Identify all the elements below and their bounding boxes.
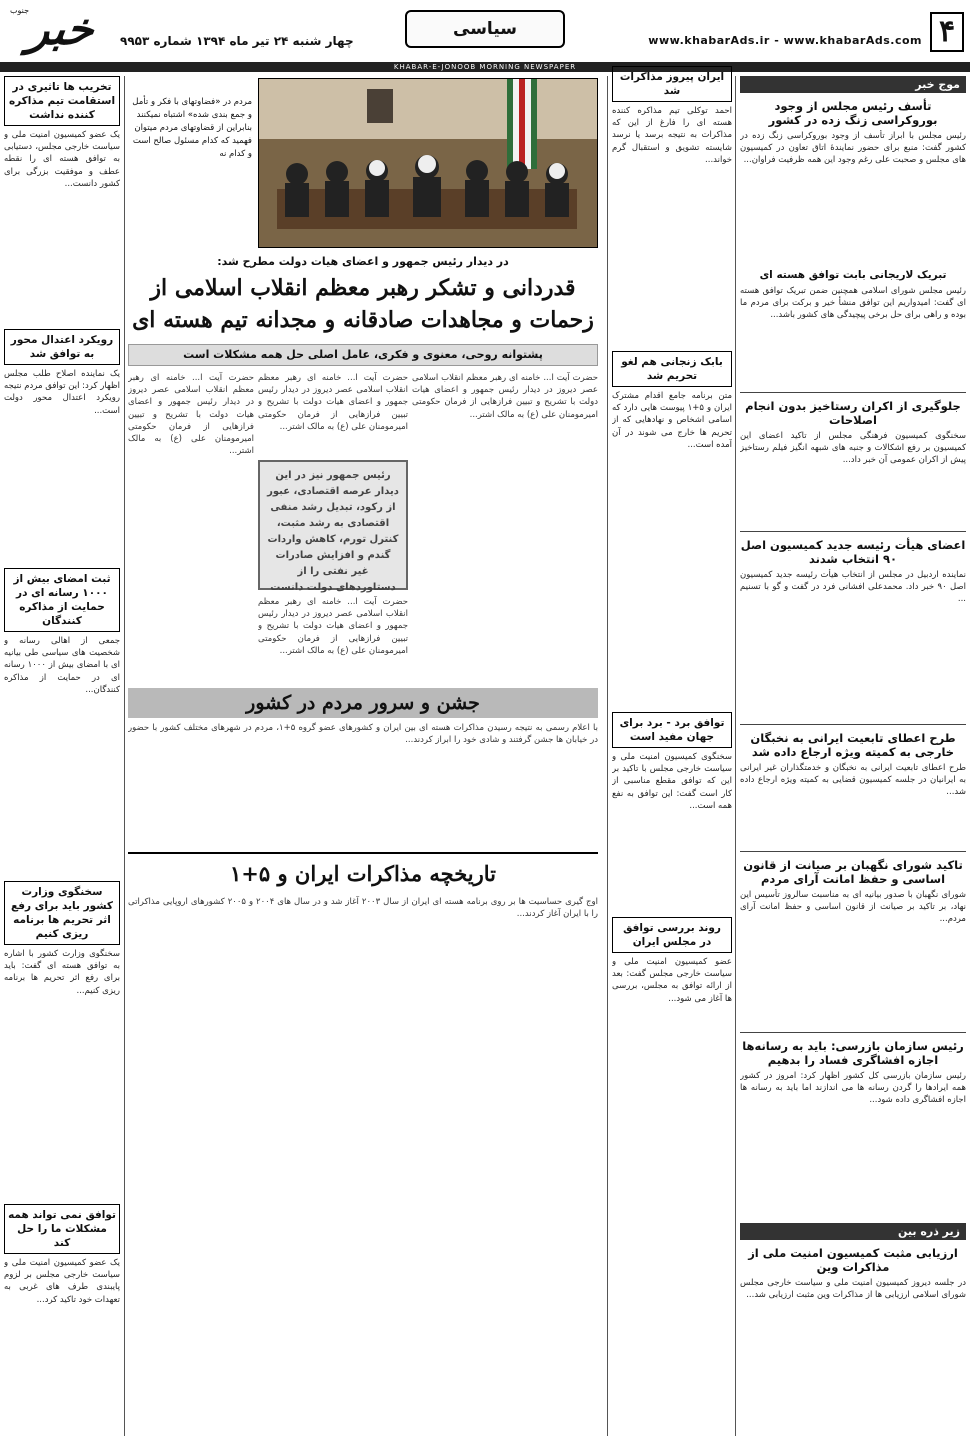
history-text: اوج گیری حساسیت ها بر روی برنامه هسته ای ایران از سال ۲۰۰۳ آغاز شد و در سال های ۲۰۰۴ و ۲۰۰۵ کشورهای اروپایی مذاکراتی را با ایران آغاز کردند...: [128, 897, 598, 920]
divider: [740, 851, 966, 852]
story-title: جلوگیری از اکران رستاخیز بدون انجام اصلاحات: [745, 399, 961, 427]
lead-body-text: حضرت آیت ا... خامنه ای رهبر معظم انقلاب اسلامی عصر دیروز در دیدار رئیس جمهور و اعضای هیات دولت با تشریح و تبیین فرازهایی از فرمان حکومتی امیرمومنان علی (ع) به مالک اشتر...: [258, 373, 408, 432]
divider: [740, 531, 966, 532]
column-divider: [124, 76, 125, 1436]
celebration-text: با اعلام رسمی به نتیجه رسیدن مذاکرات هسته ای بین ایران و کشورهای عضو گروه ۵+۱، مردم در شهرهای مختلف کشور با حضور در خیابان ها جشن گرفتند و شادی خود را ابراز کردند...: [128, 723, 598, 746]
story-title: تخریب ها تاثیری در استقامت تیم مذاکره کننده نداشت: [4, 76, 120, 126]
lead-photo: [258, 78, 598, 248]
story-title: سخنگوی وزارت کشور باید برای رفع اثر تحریم ها برنامه ریزی کنیم: [4, 881, 120, 945]
story-title: طرح اعطای تابعیت ایرانی به نخبگان خارجی به کمیته ویژه ارجاع داده شد: [750, 731, 956, 759]
story-body: متن برنامه جامع اقدام مشترک ایران و ۵+۱ پیوست هایی دارد که اسامی اشخاص و نهادهایی که از تحریم ها خارج می شوند در آن آمده است...: [612, 391, 732, 450]
story-title: تبریک لاریجانی بابت توافق هسته ای: [759, 269, 947, 281]
lead-body-text: حضرت آیت ا... خامنه ای رهبر معظم انقلاب اسلامی عصر دیروز در دیدار رئیس جمهور و اعضای هیات دولت با تشریح و تبیین فرازهایی از فرمان حکومتی امیرمومنان علی (ع) به مالک اشتر...: [412, 373, 598, 420]
story-body: احمد توکلی تیم مذاکره کننده هسته ای را فارغ از این که مذاکرات به نتیجه برسد یا نرسد شایسته تشویق و استقبال گرم خواند...: [612, 106, 732, 165]
history-headline: تاریخچه مذاکرات ایران و ۵+۱: [128, 852, 598, 892]
story-body: سخنگوی وزارت کشور با اشاره به توافق هسته ای گفت: باید برای رفع اثر تحریم ها برنامه ریزی کنیم...: [4, 949, 120, 996]
newspaper-logo: خبر: [25, 4, 98, 55]
masthead: [0, 0, 970, 64]
story-title: توافق نمی تواند همه مشکلات ما را حل کند: [4, 1204, 120, 1254]
story-title: تأسف رئیس مجلس از وجود بوروکراسی زنگ زده در کشور: [768, 99, 938, 127]
section-label-zire-zarrebin: زیر ذره بین: [740, 1223, 966, 1240]
story-title: تاکید شورای نگهبان بر صیانت از قانون اساسی و حفظ امانت آرای مردم: [743, 858, 963, 886]
logo-subtitle: جنوب: [10, 6, 30, 15]
celebration-body: [128, 722, 598, 850]
pull-quote: رئیس جمهور نیز در این دیدار عرصه اقتصادی، عبور از رکود، تبدیل رشد منفی اقتصادی به رشد مثبت، کنترل تورم، کاهش واردات گندم و افزایش صادرات غیر نفتی را از دستاوردهای دولت دانست: [258, 460, 408, 590]
lead-body-text: حضرت آیت ا... خامنه ای رهبر معظم انقلاب اسلامی عصر دیروز در دیدار رئیس جمهور و اعضای هیات دولت با تشریح و تبیین فرازهایی از فرمان حکومتی امیرمومنان علی (ع) به مالک اشتر...: [258, 597, 408, 656]
history-body: [128, 896, 598, 1436]
site-url[interactable]: www.khabarAds.ir - www.khabarAds.com: [648, 34, 922, 47]
date-line: چهار شنبه ۲۴ تیر ماه ۱۳۹۴ شماره ۹۹۵۳: [120, 34, 354, 48]
story-body: یک نماینده اصلاح طلب مجلس اظهار کرد: این توافق مردم نتیجه رویکرد اعتدال محور دولت است...: [4, 369, 120, 416]
photo-caption: مردم در «فضاوتهای با فکر و تأمل و جمع بندی شده» اشتباه نمیکنند بنابراین از قضاوتهای مردم میتوان فهمید که کدام مسئول صالح است و کدام نه: [132, 97, 252, 159]
lead-body-right: [412, 372, 598, 682]
lead-headline: قدردانی و تشکر رهبر معظم انقلاب اسلامی از زحمات و مجاهدات صادقانه و مجدانه تیم هسته ای: [132, 275, 594, 333]
divider: [740, 392, 966, 393]
story-body: رئیس مجلس با ابراز تأسف از وجود بوروکراسی زنگ زده در کشور گفت: منبع برای حضور نمایندۀ اتاق تعاون در کمیسیون های مجلس و صحبت علی رغم وجود این همه ظرفیت فراوان...: [740, 131, 966, 166]
photo-illustration: [258, 79, 597, 248]
divider: [740, 1032, 966, 1033]
story-title: رئیس سازمان بازرسی: باید به رسانه‌ها اجازه افشاگری فساد را بدهیم: [742, 1039, 964, 1067]
story-body: شورای نگهبان با صدور بیانیه ای به مناسبت سالروز تأسیس این نهاد، بر تاکید بر صیانت از قانون اساسی و حفظ امانت آرای مردم...: [740, 890, 966, 925]
right-column: [740, 76, 966, 1436]
story-body: سخنگوی کمیسیون فرهنگی مجلس از تاکید اعضای این کمیسیون بر رفع اشکالات و جنبه های شبهه انگیز فیلم رستاخیز پیش از اکران عمومی آن خبر داد...: [740, 431, 966, 466]
story-body: طرح اعطای تابعیت ایرانی به نخبگان و خدمتگذاران غیر ایرانی به ایرانیان در جلسه کمیسیون قضایی به کمیته ویژه ارجاع داده شد...: [740, 763, 966, 798]
story-body: یک عضو کمیسیون امنیت ملی و سیاست خارجی مجلس، دستیابی به توافق هسته ای را نقطه عطف و موفقیت بزرگی برای کشور دانست...: [4, 130, 120, 189]
section-label-mooj-khabar: موج خبر: [740, 76, 966, 93]
story-title: بابک زنجانی هم لغو تحریم شد: [612, 351, 732, 387]
lead-kicker: در دیدار رئیس جمهور و اعضای هیات دولت مطرح شد:: [217, 255, 509, 268]
story-body: یک عضو کمیسیون امنیت ملی و سیاست خارجی مجلس بر لزوم پایبندی طرف های غربی به تعهدات خود تاکید کرد...: [4, 1258, 120, 1305]
column-divider: [607, 76, 608, 1436]
celebration-headline: جشن و سرور مردم در کشور: [128, 688, 598, 718]
lead-body-mid: [258, 372, 408, 456]
story-title: توافق برد - برد برای جهان مفید است: [612, 712, 732, 748]
story-body: سخنگوی کمیسیون امنیت ملی و سیاست خارجی مجلس با تاکید بر این که توافق مقطع مناسبی از کار است گفت: این توافق به نفع همه است...: [612, 752, 732, 811]
story-title: رویکرد اعتدال محور به توافق شد: [4, 329, 120, 365]
story-body: رئیس سازمان بازرسی کل کشور اظهار کرد: امروز در کشور همه ایرادها را گردن رسانه ها می اندازند اما باید به رسانه ها اجازه افشاگری داده شود...: [740, 1071, 966, 1106]
lead-body-mid2: [258, 596, 408, 682]
story-body: در جلسه دیروز کمیسیون امنیت ملی و سیاست خارجی مجلس شورای اسلامی ارزیابی ها از مذاکرات وین مثبت ارزیابی شد...: [740, 1278, 966, 1301]
lead-subhead: پشتوانه روحی، معنوی و فکری، عامل اصلی حل همه مشکلات است: [128, 344, 598, 366]
left-column: [4, 76, 120, 1436]
divider: [740, 724, 966, 725]
story-title: اعضای هیأت رئیسه جدید کمیسیون اصل ۹۰ انتخاب شدند: [740, 538, 966, 566]
story-body: عضو کمیسیون امنیت ملی و سیاست خارجی مجلس گفت: بعد از ارائه توافق به مجلس، بررسی ها آغاز می شود...: [612, 957, 732, 1004]
story-title: ایران پیروز مذاکرات شد: [612, 66, 732, 102]
story-body: جمعی از اهالی رسانه و شخصیت های سیاسی طی بیانیه ای با امضای بیش از ۱۰۰۰ رسانه ای در حمایت از مذاکره کنندگان...: [4, 636, 120, 695]
newspaper-banner: KHABAR-E-JONOOB MORNING NEWSPAPER: [0, 62, 970, 72]
story-body: نماینده اردبیل در مجلس از انتخاب هیأت رئیسه جدید کمیسیون اصل ۹۰ خبر داد. محمدعلی افشانی فرد در گفت و گو با تسنیم ...: [740, 570, 966, 605]
column-divider: [735, 76, 736, 1436]
story-title: روند بررسی توافق در مجلس ایران: [612, 917, 732, 953]
section-title: سیاسی: [405, 10, 565, 48]
col-right2: [612, 66, 732, 1426]
story-body: رئیس مجلس شورای اسلامی همچنین ضمن تبریک توافق هسته ای گفت: امیدواریم این توافق منشأ خیر و برکت برای مردم ما بوده و راهی برای حل برخی پیچیدگی های کشور باشد...: [740, 286, 966, 321]
story-title: ارزیابی مثبت کمیسیون امنیت ملی از مذاکرات وین: [748, 1246, 958, 1274]
page-number: ۴: [930, 12, 964, 52]
story-title: ثبت امضای بیش از ۱۰۰۰ رسانه ای در حمایت از مذاکره کنندگان: [4, 568, 120, 632]
lead-body-text: حضرت آیت ا... خامنه ای رهبر معظم انقلاب اسلامی عصر دیروز در دیدار رئیس جمهور و اعضای هیات دولت با تشریح و تبیین فرازهایی از فرمان حکومتی امیرمومنان علی (ع) به مالک اشتر...: [128, 373, 254, 457]
lead-body-left: [128, 372, 254, 682]
